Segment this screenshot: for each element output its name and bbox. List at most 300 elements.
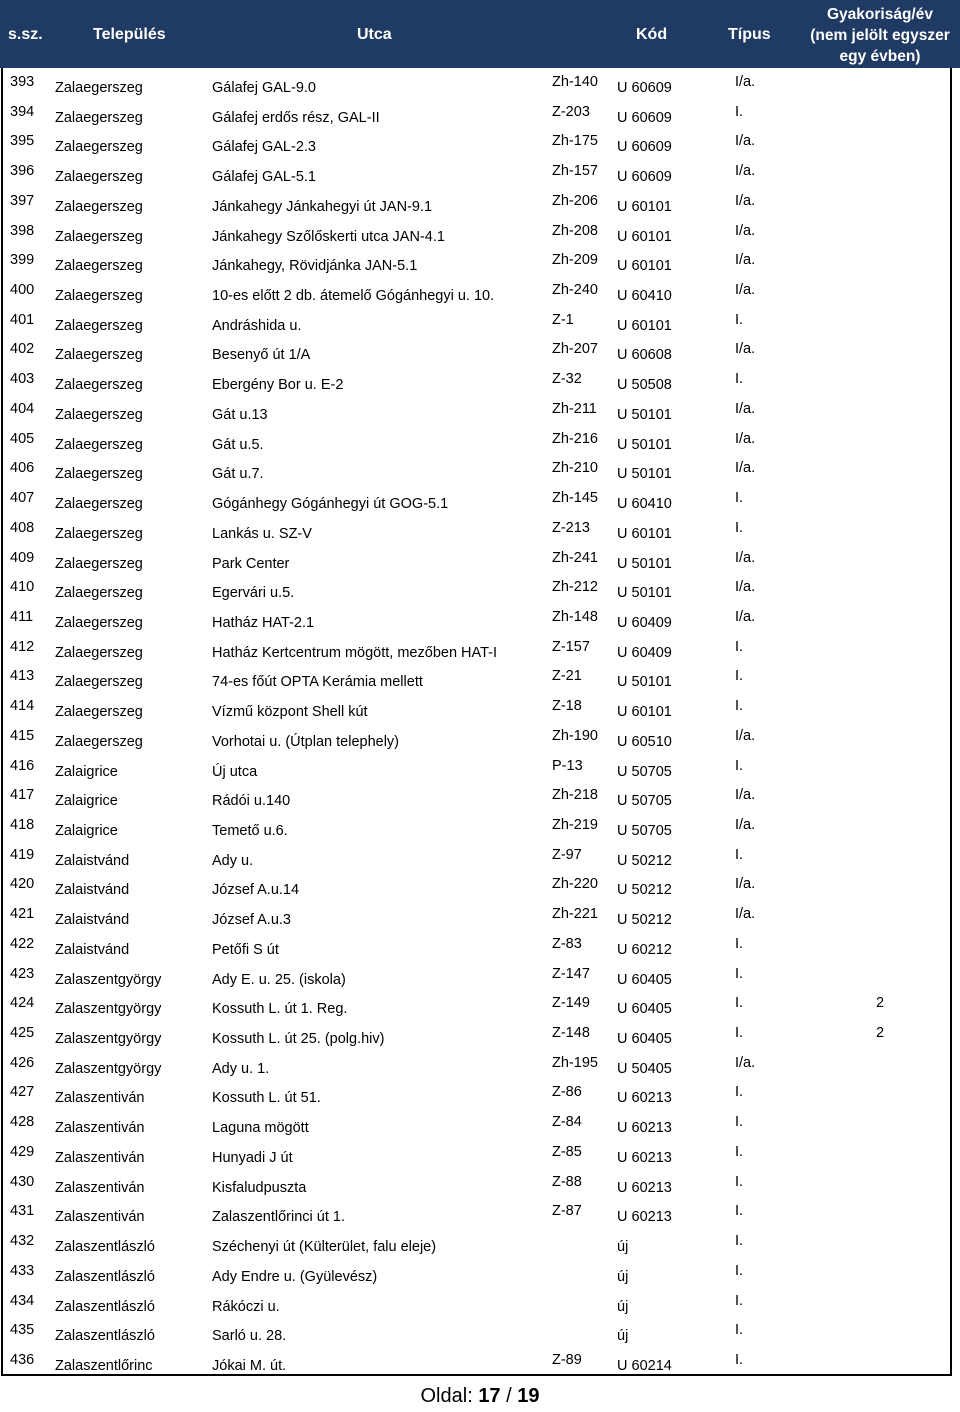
header-street: Utca — [357, 26, 392, 43]
code-cell: Zh-216 — [552, 430, 598, 447]
type-cell: I. — [735, 1351, 744, 1368]
postal-code-cell: U 60101 — [617, 317, 672, 334]
table-row — [0, 991, 960, 1021]
street-cell: Ebergény Bor u. E-2 — [212, 377, 344, 394]
postal-code-cell: U 60405 — [617, 1001, 672, 1018]
street-cell: Hunyadi J út — [212, 1149, 293, 1166]
type-cell: I/a. — [735, 133, 756, 150]
code-cell: Z-21 — [552, 668, 582, 685]
serial-cell: 426 — [10, 1054, 35, 1071]
table-row — [0, 932, 960, 962]
table-row — [0, 1289, 960, 1319]
type-cell: I/a. — [735, 192, 756, 209]
postal-code-cell: új — [617, 1268, 629, 1285]
table-row — [0, 159, 960, 189]
type-cell: I/a. — [735, 282, 756, 299]
postal-code-cell: U 60101 — [617, 198, 672, 215]
serial-cell: 394 — [10, 103, 35, 120]
table-row — [0, 843, 960, 873]
serial-cell: 414 — [10, 698, 35, 715]
code-cell: Zh-157 — [552, 163, 598, 180]
street-cell: Besenyő út 1/A — [212, 347, 311, 364]
table-row — [0, 783, 960, 813]
serial-cell: 417 — [10, 787, 35, 804]
serial-cell: 395 — [10, 133, 35, 150]
street-cell: Sarló u. 28. — [212, 1328, 287, 1345]
postal-code-cell: U 60410 — [617, 496, 672, 513]
serial-cell: 429 — [10, 1143, 35, 1160]
street-cell: Zalaszentlőrinci út 1. — [212, 1209, 345, 1226]
settlement-cell: Zalaistvánd — [55, 852, 130, 869]
table-row — [0, 427, 960, 457]
table-row — [0, 1348, 960, 1378]
street-cell: Hatház Kertcentrum mögött, mezőben HAT-I — [212, 644, 498, 661]
table-row — [0, 129, 960, 159]
code-cell: Zh-207 — [552, 341, 598, 358]
postal-code-cell: U 60213 — [617, 1209, 672, 1226]
settlement-cell: Zalaszentlászló — [55, 1239, 155, 1256]
type-cell: I. — [735, 1173, 744, 1190]
serial-cell: 415 — [10, 727, 35, 744]
frequency-cell: 2 — [876, 995, 885, 1012]
postal-code-cell: U 60101 — [617, 258, 672, 275]
type-cell: I/a. — [735, 430, 756, 447]
serial-cell: 436 — [10, 1351, 35, 1368]
type-cell: I/a. — [735, 1054, 756, 1071]
table-row — [0, 70, 960, 100]
street-cell: Andráshida u. — [212, 317, 302, 334]
serial-cell: 422 — [10, 935, 35, 952]
street-cell: Jánkahegy, Rövidjánka JAN-5.1 — [212, 258, 418, 275]
type-cell: I/a. — [735, 163, 756, 180]
serial-cell: 431 — [10, 1203, 35, 1220]
table-row — [0, 694, 960, 724]
settlement-cell: Zalaszentlászló — [55, 1328, 155, 1345]
footer-label: Oldal: — [420, 1385, 473, 1407]
serial-cell: 419 — [10, 846, 35, 863]
settlement-cell: Zalaegerszeg — [55, 406, 143, 423]
street-cell: Gálafej erdős rész, GAL-II — [212, 109, 380, 126]
serial-cell: 430 — [10, 1173, 35, 1190]
postal-code-cell: U 60608 — [617, 347, 672, 364]
code-cell: Z-147 — [552, 965, 590, 982]
serial-cell: 397 — [10, 192, 35, 209]
settlement-cell: Zalaegerszeg — [55, 169, 143, 186]
type-cell: I. — [735, 103, 744, 120]
street-cell: Gógánhegy Gógánhegyi út GOG-5.1 — [212, 496, 449, 513]
street-cell: Kossuth L. út 1. Reg. — [212, 1001, 348, 1018]
code-cell: Zh-195 — [552, 1054, 598, 1071]
type-cell: I/a. — [735, 906, 756, 923]
serial-cell: 418 — [10, 817, 35, 833]
serial-cell: 423 — [10, 965, 35, 982]
postal-code-cell: U 50101 — [617, 555, 672, 572]
postal-code-cell: U 50405 — [617, 1060, 672, 1077]
table-row — [0, 1259, 960, 1289]
street-cell: Gát u.13 — [212, 406, 268, 423]
serial-cell: 413 — [10, 668, 35, 685]
street-cell: Ady u. — [212, 852, 254, 869]
postal-code-cell: U 60213 — [617, 1179, 672, 1196]
postal-code-cell: új — [617, 1239, 629, 1256]
type-cell: I. — [735, 995, 744, 1012]
table-header — [0, 0, 960, 68]
street-cell: Új utca — [212, 763, 258, 780]
code-cell: Z-83 — [552, 935, 582, 952]
table-row — [0, 902, 960, 932]
serial-cell: 403 — [10, 371, 35, 388]
code-cell: Z-87 — [552, 1203, 582, 1220]
postal-code-cell: U 60101 — [617, 228, 672, 245]
street-cell: Széchenyi út (Külterület, falu eleje) — [212, 1239, 437, 1256]
code-cell: Z-89 — [552, 1351, 582, 1368]
table-row — [0, 1318, 960, 1348]
type-cell: I. — [735, 698, 744, 715]
street-cell: József A.u.14 — [212, 882, 300, 899]
type-cell: I. — [735, 1233, 744, 1250]
footer-page: 17 — [478, 1385, 501, 1407]
code-cell: Zh-208 — [552, 222, 598, 239]
code-cell: Z-148 — [552, 1025, 590, 1042]
postal-code-cell: U 50212 — [617, 852, 672, 869]
code-cell: Z-213 — [552, 519, 590, 536]
footer-total: 19 — [517, 1385, 540, 1407]
table-row — [0, 872, 960, 902]
settlement-cell: Zalaistvánd — [55, 941, 130, 958]
code-cell: Zh-221 — [552, 906, 598, 923]
type-cell: I/a. — [735, 876, 756, 893]
type-cell: I/a. — [735, 727, 756, 744]
postal-code-cell: U 50101 — [617, 585, 672, 602]
street-cell: Vízmű központ Shell kút — [212, 704, 368, 721]
settlement-cell: Zalaegerszeg — [55, 198, 143, 215]
table-row — [0, 605, 960, 635]
header-settlement: Település — [93, 26, 166, 43]
table-row — [0, 1110, 960, 1140]
serial-cell: 416 — [10, 757, 35, 774]
header-type: Típus — [728, 26, 771, 43]
postal-code-cell: U 60609 — [617, 80, 672, 96]
serial-cell: 424 — [10, 995, 35, 1012]
postal-code-cell: U 60510 — [617, 733, 672, 750]
code-cell: Z-203 — [552, 103, 590, 120]
code-cell: Z-18 — [552, 698, 582, 715]
type-cell: I/a. — [735, 460, 756, 477]
settlement-cell: Zalaegerszeg — [55, 80, 143, 96]
serial-cell: 428 — [10, 1114, 35, 1131]
code-cell: Zh-209 — [552, 252, 598, 269]
table-row — [0, 1080, 960, 1110]
frequency-cell: 2 — [876, 1025, 885, 1042]
street-cell: Temető u.6. — [212, 823, 288, 839]
type-cell: I. — [735, 371, 744, 388]
street-cell: Lankás u. SZ-V — [212, 525, 312, 542]
type-cell: I. — [735, 935, 744, 952]
serial-cell: 425 — [10, 1025, 35, 1042]
postal-code-cell: U 60101 — [617, 704, 672, 721]
table-row — [0, 397, 960, 427]
street-cell: Gálafej GAL-9.0 — [212, 80, 316, 96]
type-cell: I/a. — [735, 222, 756, 239]
table-row — [0, 189, 960, 219]
header-serial: s.sz. — [8, 26, 43, 43]
postal-code-cell: U 50101 — [617, 674, 672, 691]
street-cell: Vorhotai u. (Útplan telephely) — [212, 733, 399, 750]
table-row — [0, 308, 960, 338]
serial-cell: 401 — [10, 311, 35, 328]
code-cell: Zh-210 — [552, 460, 598, 477]
settlement-cell: Zalaegerszeg — [55, 644, 143, 661]
postal-code-cell: U 50212 — [617, 882, 672, 899]
street-cell: Jókai M. út. — [212, 1357, 287, 1374]
serial-cell: 402 — [10, 341, 35, 358]
type-cell: I. — [735, 1143, 744, 1160]
street-cell: Petőfi S út — [212, 941, 279, 958]
type-cell: I/a. — [735, 787, 756, 804]
type-cell: I. — [735, 1262, 744, 1279]
street-cell: Gát u.5. — [212, 436, 264, 453]
page-footer — [0, 1385, 960, 1408]
code-cell: Zh-211 — [552, 400, 597, 417]
serial-cell: 404 — [10, 400, 35, 417]
settlement-cell: Zalaszentgyörgy — [55, 971, 162, 988]
postal-code-cell: U 50705 — [617, 823, 672, 839]
postal-code-cell: U 50705 — [617, 763, 672, 780]
serial-cell: 410 — [10, 579, 35, 596]
street-cell: 10-es előtt 2 db. átemelő Gógánhegyi u. 10. — [212, 288, 495, 305]
code-cell: Z-1 — [552, 311, 574, 328]
table-row — [0, 456, 960, 486]
postal-code-cell: U 50101 — [617, 466, 672, 483]
code-cell: Zh-220 — [552, 876, 598, 893]
serial-cell: 408 — [10, 519, 35, 536]
type-cell: I. — [735, 311, 744, 328]
settlement-cell: Zalaegerszeg — [55, 377, 143, 394]
header-code: Kód — [636, 26, 668, 43]
postal-code-cell: U 60409 — [617, 614, 672, 631]
code-cell: Zh-140 — [552, 74, 598, 90]
code-cell: Z-97 — [552, 846, 582, 863]
settlement-cell: Zalaszentiván — [55, 1090, 145, 1107]
street-cell: József A.u.3 — [212, 912, 291, 929]
type-cell: I. — [735, 1203, 744, 1220]
serial-cell: 400 — [10, 282, 35, 299]
table-row — [0, 278, 960, 308]
street-cell: Laguna mögött — [212, 1120, 309, 1137]
street-cell: Jánkahegy Szőlőskerti utca JAN-4.1 — [212, 228, 445, 245]
code-cell: Zh-145 — [552, 490, 598, 507]
footer-separator: / — [506, 1385, 512, 1407]
postal-code-cell: új — [617, 1298, 629, 1315]
table-row — [0, 100, 960, 130]
postal-code-cell: U 60213 — [617, 1120, 672, 1137]
code-cell: Zh-190 — [552, 727, 598, 744]
settlement-cell: Zalaegerszeg — [55, 674, 143, 691]
type-cell: I. — [735, 668, 744, 685]
settlement-cell: Zalaegerszeg — [55, 228, 143, 245]
code-cell: Zh-218 — [552, 787, 598, 804]
type-cell: I/a. — [735, 341, 756, 358]
settlement-cell: Zalaegerszeg — [55, 139, 143, 156]
street-cell: Ady E. u. 25. (iskola) — [212, 971, 346, 988]
settlement-cell: Zalaegerszeg — [55, 466, 143, 483]
code-cell: Zh-219 — [552, 817, 598, 833]
settlement-cell: Zalaegerszeg — [55, 704, 143, 721]
settlement-cell: Zalaigrice — [55, 763, 118, 780]
street-cell: Gát u.7. — [212, 466, 264, 483]
serial-cell: 434 — [10, 1292, 35, 1309]
postal-code-cell: U 60609 — [617, 169, 672, 186]
settlement-cell: Zalaszentiván — [55, 1149, 145, 1166]
table-row — [0, 1140, 960, 1170]
table-row — [0, 635, 960, 665]
type-cell: I. — [735, 965, 744, 982]
street-cell: Jánkahegy Jánkahegyi út JAN-9.1 — [212, 198, 433, 215]
type-cell: I/a. — [735, 579, 756, 596]
settlement-cell: Zalaegerszeg — [55, 614, 143, 631]
table-row — [0, 664, 960, 694]
code-cell: Z-157 — [552, 638, 590, 655]
settlement-cell: Zalaszentgyörgy — [55, 1031, 162, 1048]
table-row — [0, 1021, 960, 1051]
serial-cell: 433 — [10, 1262, 35, 1279]
settlement-cell: Zalaigrice — [55, 793, 118, 810]
settlement-cell: Zalaszentgyörgy — [55, 1001, 162, 1018]
code-cell: Z-86 — [552, 1084, 582, 1101]
settlement-cell: Zalaegerszeg — [55, 585, 143, 602]
code-cell: Zh-206 — [552, 192, 598, 209]
street-cell: Rákóczi u. — [212, 1298, 280, 1315]
table-row — [0, 813, 960, 843]
serial-cell: 432 — [10, 1233, 35, 1250]
type-cell: I. — [735, 490, 744, 507]
street-cell: Kossuth L. út 25. (polg.hiv) — [212, 1031, 385, 1048]
serial-cell: 409 — [10, 549, 35, 566]
table-row — [0, 1199, 960, 1229]
type-cell: I. — [735, 1084, 744, 1101]
type-cell: I. — [735, 519, 744, 536]
table-row — [0, 724, 960, 754]
settlement-cell: Zalaistvánd — [55, 912, 130, 929]
postal-code-cell: U 60609 — [617, 139, 672, 156]
street-cell: 74-es főút OPTA Kerámia mellett — [212, 674, 423, 691]
postal-code-cell: U 50705 — [617, 793, 672, 810]
type-cell: I/a. — [735, 549, 756, 566]
settlement-cell: Zalaegerszeg — [55, 258, 143, 275]
settlement-cell: Zalaszentiván — [55, 1209, 145, 1226]
code-cell: P-13 — [552, 757, 583, 774]
settlement-cell: Zalaistvánd — [55, 882, 130, 899]
postal-code-cell: U 60213 — [617, 1090, 672, 1107]
postal-code-cell: U 50508 — [617, 377, 672, 394]
street-cell: Hatház HAT-2.1 — [212, 614, 315, 631]
postal-code-cell: U 60101 — [617, 525, 672, 542]
code-cell: Z-149 — [552, 995, 590, 1012]
code-cell: Zh-240 — [552, 282, 598, 299]
header-frequency: Gyakoriság/év (nem jelölt egyszer egy évben) — [810, 6, 950, 65]
postal-code-cell: U 60409 — [617, 644, 672, 661]
type-cell: I. — [735, 1025, 744, 1042]
postal-code-cell: U 60212 — [617, 941, 672, 958]
table-row — [0, 367, 960, 397]
settlement-cell: Zalaegerszeg — [55, 496, 143, 513]
postal-code-cell: U 60609 — [617, 109, 672, 126]
street-cell: Kossuth L. út 51. — [212, 1090, 321, 1107]
settlement-cell: Zalaszentlászló — [55, 1298, 155, 1315]
code-cell: Z-88 — [552, 1173, 582, 1190]
type-cell: I. — [735, 846, 744, 863]
code-cell: Zh-175 — [552, 133, 598, 150]
serial-cell: 396 — [10, 163, 35, 180]
type-cell: I. — [735, 1292, 744, 1309]
postal-code-cell: U 60410 — [617, 288, 672, 305]
table-row — [0, 219, 960, 249]
settlement-cell: Zalaszentiván — [55, 1120, 145, 1137]
code-cell: Zh-241 — [552, 549, 598, 566]
table-row — [0, 962, 960, 992]
settlement-cell: Zalaigrice — [55, 823, 118, 839]
serial-cell: 405 — [10, 430, 35, 447]
code-cell: Zh-148 — [552, 608, 598, 625]
street-cell: Ady u. 1. — [212, 1060, 270, 1077]
serial-cell: 420 — [10, 876, 35, 893]
street-cell: Ady Endre u. (Gyülevész) — [212, 1268, 378, 1285]
settlement-cell: Zalaegerszeg — [55, 436, 143, 453]
serial-cell: 421 — [10, 906, 35, 923]
settlement-cell: Zalaszentgyörgy — [55, 1060, 162, 1077]
settlement-cell: Zalaegerszeg — [55, 555, 143, 572]
table-row — [0, 575, 960, 605]
settlement-cell: Zalaegerszeg — [55, 347, 143, 364]
serial-cell: 412 — [10, 638, 35, 655]
code-cell: Z-32 — [552, 371, 582, 388]
type-cell: I/a. — [735, 817, 756, 833]
serial-cell: 435 — [10, 1322, 35, 1339]
table-row — [0, 516, 960, 546]
street-cell: Rádói u.140 — [212, 793, 291, 810]
table-row — [0, 1229, 960, 1259]
street-cell: Gálafej GAL-5.1 — [212, 169, 316, 186]
postal-code-cell: U 60213 — [617, 1149, 672, 1166]
code-cell: Zh-212 — [552, 579, 598, 596]
street-cell: Park Center — [212, 555, 290, 572]
table-row — [0, 248, 960, 278]
code-cell: Z-84 — [552, 1114, 582, 1131]
settlement-cell: Zalaegerszeg — [55, 733, 143, 750]
type-cell: I. — [735, 757, 744, 774]
type-cell: I/a. — [735, 252, 756, 269]
settlement-cell: Zalaegerszeg — [55, 109, 143, 126]
settlement-cell: Zalaegerszeg — [55, 288, 143, 305]
type-cell: I. — [735, 1322, 744, 1339]
settlement-cell: Zalaszentlászló — [55, 1268, 155, 1285]
postal-code-cell: U 50101 — [617, 406, 672, 423]
postal-code-cell: U 60405 — [617, 971, 672, 988]
postal-code-cell: U 60214 — [617, 1357, 672, 1374]
type-cell: I/a. — [735, 400, 756, 417]
type-cell: I/a. — [735, 74, 756, 90]
serial-cell: 406 — [10, 460, 35, 477]
code-cell: Z-85 — [552, 1143, 582, 1160]
type-cell: I. — [735, 1114, 744, 1131]
serial-cell: 393 — [10, 74, 35, 90]
postal-code-cell: új — [617, 1328, 629, 1345]
postal-code-cell: U 50101 — [617, 436, 672, 453]
settlement-cell: Zalaszentlőrinc — [55, 1357, 153, 1374]
settlement-cell: Zalaegerszeg — [55, 317, 143, 334]
table-row — [0, 486, 960, 516]
serial-cell: 398 — [10, 222, 35, 239]
